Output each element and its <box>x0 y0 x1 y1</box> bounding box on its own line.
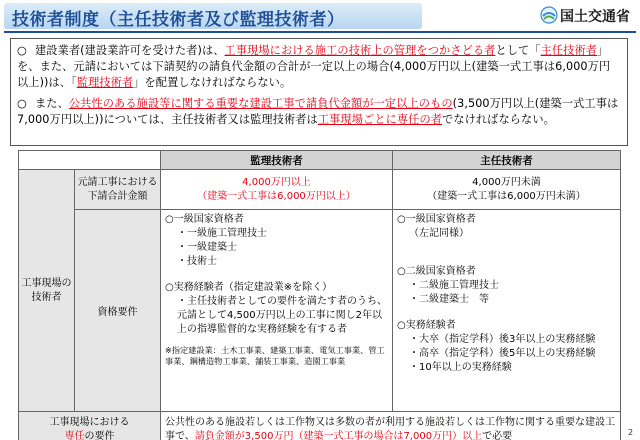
dedicated-requirement-cell <box>161 412 621 440</box>
amount-kanri-main: 4,000万円以上 <box>242 176 311 188</box>
mlit-logo <box>540 4 636 26</box>
text: また、 <box>35 97 69 110</box>
list-item: ・技術士 <box>177 256 217 267</box>
amount-shunin-cell <box>393 170 621 210</box>
kanri-qual-1: ○一級国家資格者 <box>165 214 244 225</box>
table-header-row <box>19 151 621 170</box>
amount-shunin-main: 4,000万円未満 <box>472 176 541 188</box>
amount-kanri-sub: （建築一式工事は6,000万円以上） <box>197 190 356 202</box>
page-number: 2 <box>628 428 634 437</box>
highlight-text: 工事現場ごとに専任の者 <box>317 113 443 126</box>
text: でなければならない。 <box>442 113 555 126</box>
highlight-text: 主任技術者 <box>540 44 598 57</box>
summary-paragraph-2 <box>17 96 621 128</box>
list-item: ・二級施工管理技士 <box>409 280 499 291</box>
list-item: ・高卒（指定学科）後5年以上の実務経験 <box>409 348 596 359</box>
list-item: ・主任技術者としての要件を満たす者のうち、元請として4,500万円以上の工事に関し2年以上の指導監督的な実務経験を有する者 <box>177 296 387 335</box>
header-divider <box>4 31 636 33</box>
mlit-logo-icon <box>540 6 558 24</box>
shunin-qual-2: ○二級国家資格者 <box>397 266 476 277</box>
summary-paragraph-1 <box>17 43 621 91</box>
row-label-qualification: 資格要件 <box>75 210 161 412</box>
spacer <box>397 307 616 319</box>
spacer <box>165 269 388 281</box>
row-section-label: 工事現場の技術者 <box>19 170 75 412</box>
list-item: ・10年以上の実務経験 <box>409 362 512 373</box>
bullet: ○ <box>17 97 27 110</box>
highlight-text: 工事現場における施工の技術上の管理をつかさどる者 <box>224 44 496 57</box>
text: 工事現場における <box>49 416 130 428</box>
highlight-text: 監理技術者 <box>76 76 134 89</box>
spacer <box>165 337 388 345</box>
header <box>0 0 640 32</box>
title-bar <box>4 3 422 29</box>
highlight-text: 専任 <box>64 430 85 440</box>
text: の要件 <box>84 430 115 440</box>
text: で必要 <box>482 430 513 440</box>
table-row-qualification <box>19 210 621 412</box>
summary-box <box>10 38 628 146</box>
list-item: ・大卒（指定学科）後3年以上の実務経験 <box>409 334 596 345</box>
page-title: 技術者制度（主任技術者及び監理技術者） <box>12 10 345 30</box>
spacer <box>397 253 616 265</box>
row-label-amount: 元請工事における下請合計金額 <box>75 170 161 210</box>
logo-text: 国土交通省 <box>560 9 630 25</box>
designated-industry-note: ※指定建設業：土木工事業、建築工事業、電気工事業、管工事業、鋼構造物工事業、舗装工事業、造園工事業 <box>165 345 385 366</box>
highlight-text: 公共性のある施設等に関する重要な建設工事で請負代金額が一定以上のもの <box>68 97 453 110</box>
list-item: ・一級施工管理技士 <box>177 228 267 239</box>
text: として「 <box>495 44 541 57</box>
shunin-qual-1: ○一級国家資格者 <box>397 214 476 225</box>
shunin-qual-3: ○実務経験者 <box>397 320 456 331</box>
text: 建設業者(建設業許可を受けた者)は、 <box>35 44 225 57</box>
amount-shunin-sub: （建築一式工事は6,000万円未満） <box>427 190 586 202</box>
highlight-text: 請負金額が3,500万円（建築一式工事の場合は7,000万円）以上 <box>194 430 483 440</box>
blank-header <box>19 151 161 170</box>
text: 公共性のある施設若しくは工作物又は多数の者が利用する施設若しくは工作物に関する重要な建設工事で、 <box>165 416 615 440</box>
row-label-dedicated <box>19 412 161 440</box>
text: 」を、また、元請においては下請契約の請負代金額の合計が一定以上の場合(4,000万円以上(建築一式工事は6,000万円以上))は、「 <box>17 44 611 89</box>
table-row-dedicated <box>19 412 621 440</box>
qualification-shunin-cell <box>393 210 621 412</box>
qualification-kanri-cell <box>161 210 393 412</box>
column-header-shunin: 主任技術者 <box>393 151 621 170</box>
list-item: ・一級建築士 <box>177 242 237 253</box>
text: (3,500万円以上(建築一式工事は7,000万円以上))については、主任技術者又は監理技術者は <box>17 97 619 126</box>
bullet: ○ <box>17 44 27 57</box>
text: 」を配置しなければならない。 <box>133 76 292 89</box>
engineer-requirements-table <box>18 150 621 440</box>
list-item: （左記同様） <box>409 228 469 239</box>
list-item: ・二級建築士 等 <box>409 294 489 305</box>
spacer <box>397 241 616 253</box>
amount-kanri-cell <box>161 170 393 210</box>
column-header-kanri: 監理技術者 <box>161 151 393 170</box>
table-row-amount <box>19 170 621 210</box>
kanri-qual-2: ○実務経験者（指定建設業※を除く） <box>165 282 333 293</box>
